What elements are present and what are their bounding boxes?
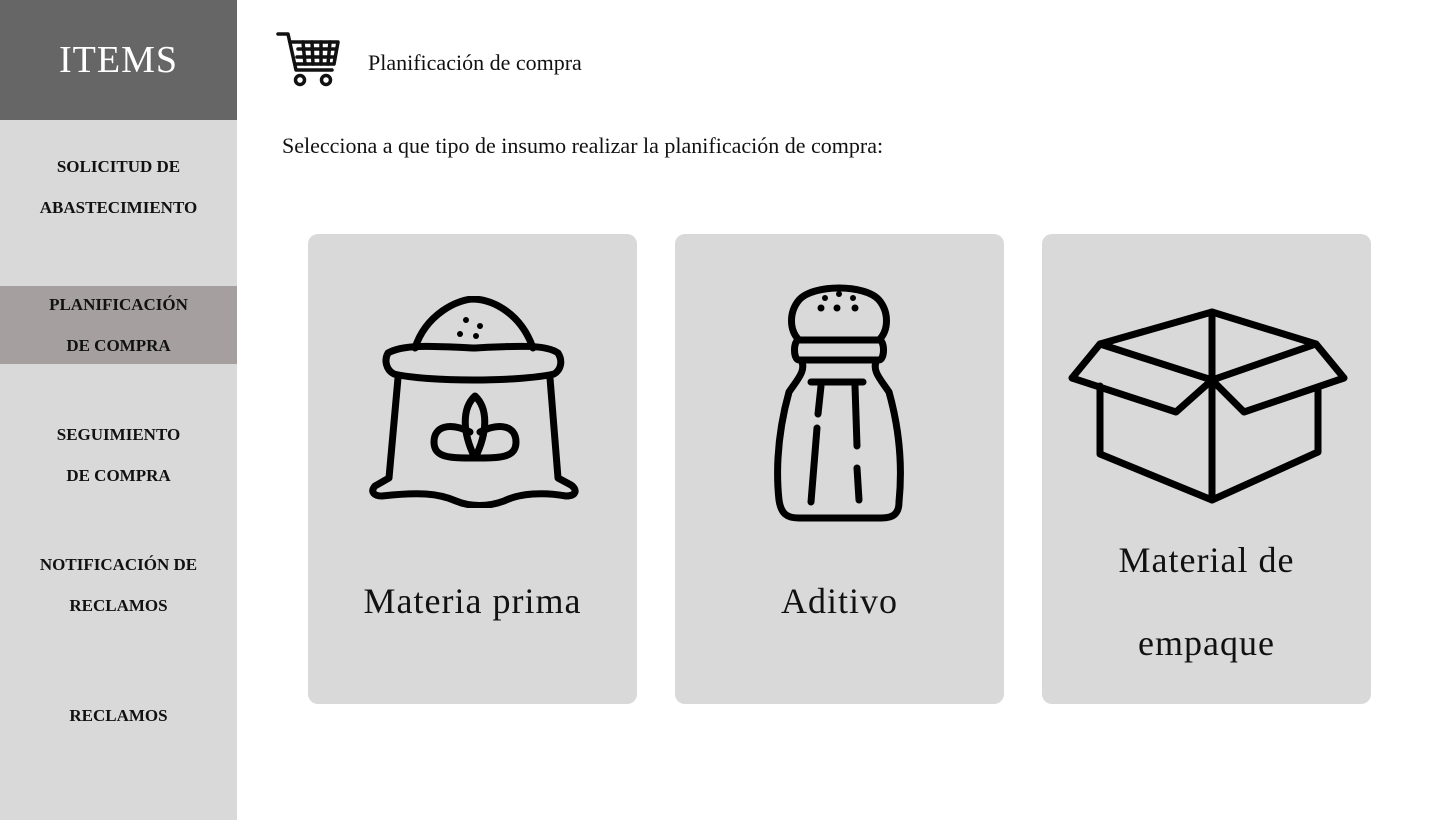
sidebar-item-label: SOLICITUD DE (56, 157, 181, 176)
card-label: Material de empaque (1118, 540, 1295, 663)
instruction-text: Selecciona a que tipo de insumo realizar la planificación de compra: (282, 133, 884, 158)
shopping-cart-icon (276, 30, 340, 88)
salt-shaker-icon (773, 282, 905, 522)
sidebar-item-label: NOTIFICACIÓN DE (39, 555, 198, 574)
card-material-empaque[interactable] (1042, 234, 1371, 704)
sidebar (0, 0, 237, 820)
sidebar-item-label: RECLAMOS (69, 596, 168, 615)
brand-title: ITEMS (59, 39, 178, 81)
sidebar-item-label: RECLAMOS (69, 705, 168, 725)
sidebar-item-seguimiento-compra[interactable] (0, 414, 237, 496)
card-label: Aditivo (780, 581, 898, 621)
sidebar-item-label: ABASTECIMIENTO (39, 198, 198, 217)
sidebar-item-label: SEGUIMIENTO (56, 425, 181, 444)
sidebar-item-reclamos[interactable] (0, 694, 237, 736)
sidebar-item-solicitud-abastecimiento[interactable] (0, 146, 237, 228)
sidebar-item-planificacion-compra[interactable] (0, 286, 237, 364)
page-title: Planificación de compra (368, 50, 582, 75)
sack-icon (368, 296, 580, 508)
sidebar-item-label: DE COMPRA (66, 466, 171, 485)
sidebar-item-label: PLANIFICACIÓN (49, 295, 188, 314)
sidebar-item-notificacion-reclamos[interactable] (0, 544, 237, 626)
card-aditivo[interactable] (675, 234, 1004, 704)
sidebar-item-label: DE COMPRA (66, 336, 171, 355)
box-icon (1066, 304, 1352, 510)
card-label: Materia prima (363, 581, 582, 621)
brand-header (0, 0, 237, 120)
card-materia-prima[interactable] (308, 234, 637, 704)
